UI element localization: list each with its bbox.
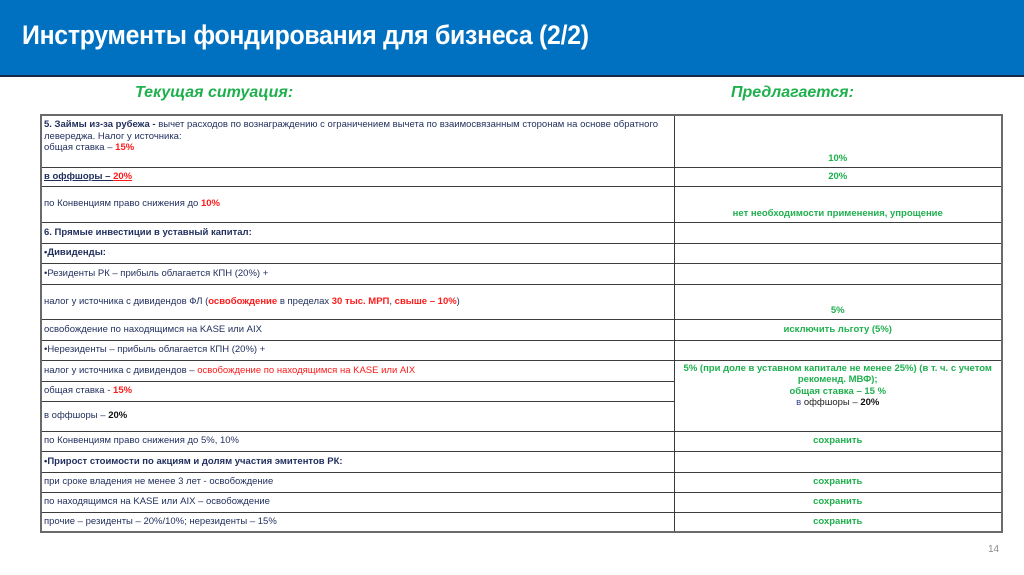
table-row [41, 431, 1002, 451]
highlight-text: освобождение [208, 295, 278, 307]
cell-current: по Конвенциям право снижения до 5%, 10% [41, 431, 674, 451]
cell-current [41, 186, 674, 222]
cell-proposed-empty [674, 263, 1002, 284]
cell-text: в оффшоры – [44, 410, 109, 422]
cell-proposed: сохранить [674, 431, 1002, 451]
cell-proposed: 10% [674, 115, 1002, 167]
cell-text: налог у источника с дивидендов – [44, 364, 198, 376]
highlight-text: свыше – 10% [394, 295, 457, 307]
column-heading-current: Текущая ситуация: [135, 84, 294, 101]
cell-proposed: сохранить [674, 492, 1002, 512]
cell-proposed-empty [674, 340, 1002, 360]
cell-text: общая ставка – [44, 142, 116, 153]
merged-line-3 [677, 397, 1000, 409]
table-row [41, 115, 1002, 167]
cell-text: ) [456, 295, 460, 307]
rate-value: 15% [113, 385, 133, 397]
merged-line-1: 5% (при доле в уставном капитале не менее 25%) (в т. ч. с учетом рекоменд. МВФ); [683, 362, 992, 385]
cell-text: в оффшоры – [44, 170, 114, 182]
cell-text: налог у источника с дивидендов ФЛ ( [44, 295, 209, 307]
cell-proposed: 20% [674, 167, 1002, 186]
highlight-text: освобождение по находящимся на KASE или AIX [197, 364, 416, 376]
cell-current: прочие – резиденты – 20%/10%; нерезиденты – 15% [41, 512, 674, 532]
cell-current: •Нерезиденты – прибыль облагается КПН (20%) + [41, 340, 674, 360]
cell-current [41, 381, 674, 401]
merged-line-2: общая ставка – 15 % [789, 385, 887, 397]
cell-proposed: исключить льготу (5%) [674, 319, 1002, 340]
page-number: 14 [988, 544, 1000, 555]
table-row [41, 319, 1002, 340]
slide-title: Инструменты фондирования для бизнеса (2/2) [22, 20, 589, 50]
cell-text: в [796, 397, 802, 408]
cell-proposed: сохранить [674, 512, 1002, 532]
cell-current [41, 284, 674, 319]
cell-current [41, 401, 674, 431]
table-row [41, 263, 1002, 284]
comparison-table [40, 114, 1003, 533]
section-title: 5. Займы из-за рубежа - [44, 119, 156, 130]
rate-value: 15% [115, 142, 135, 153]
table-row [41, 186, 1002, 222]
rate-value: 20% [860, 397, 880, 408]
cell-text: оффшоры – [801, 397, 861, 408]
cell-proposed-merged [674, 360, 1002, 431]
cell-proposed-empty [674, 243, 1002, 263]
table-row [41, 512, 1002, 532]
cell-current: •Резиденты РК – прибыль облагается КПН (20%) + [41, 263, 674, 284]
column-heading-proposed: Предлагается: [731, 84, 854, 101]
cell-text: по Конвенциям право снижения до [44, 198, 201, 210]
table-row [41, 167, 1002, 186]
cell-current [41, 115, 674, 167]
cell-current: по находящимся на KASE или AIX – освобождение [41, 492, 674, 512]
rate-value: 20% [113, 170, 133, 182]
table-row [41, 472, 1002, 492]
cell-current: при сроке владения не менее 3 лет - освобождение [41, 472, 674, 492]
table-row [41, 222, 1002, 243]
highlight-text: 30 тыс. МРП [331, 295, 390, 307]
table-row [41, 340, 1002, 360]
cell-current: освобождение по находящимся на KASE или AIX [41, 319, 674, 340]
section-title: 6. Прямые инвестиции в уставный капитал: [41, 222, 674, 243]
table-row [41, 492, 1002, 512]
cell-text: в пределах [277, 295, 332, 307]
cell-proposed-empty [674, 222, 1002, 243]
cell-current [41, 167, 674, 186]
rate-value: 20% [108, 410, 128, 422]
cell-text: , [389, 295, 395, 307]
title-bar [0, 0, 1024, 77]
cell-current [41, 360, 674, 381]
rate-value: 10% [200, 198, 220, 210]
table-row [41, 360, 1002, 381]
table-row [41, 243, 1002, 263]
cell-text: общая ставка - [44, 385, 114, 397]
cell-proposed: сохранить [674, 472, 1002, 492]
cell-proposed: 5% [674, 284, 1002, 319]
cell-text: вычет расходов по вознаграждению с ограничением вычета по взаимосвязанным сторонам на основе обратного левереджа. Налог у источника: [44, 119, 658, 142]
subsection-title: •Прирост стоимости по акциям и долям участия эмитентов РК: [41, 451, 674, 472]
table-row [41, 284, 1002, 319]
cell-proposed: нет необходимости применения, упрощение [674, 186, 1002, 222]
table-row [41, 451, 1002, 472]
subsection-title: •Дивиденды: [41, 243, 674, 263]
cell-proposed-empty [674, 451, 1002, 472]
